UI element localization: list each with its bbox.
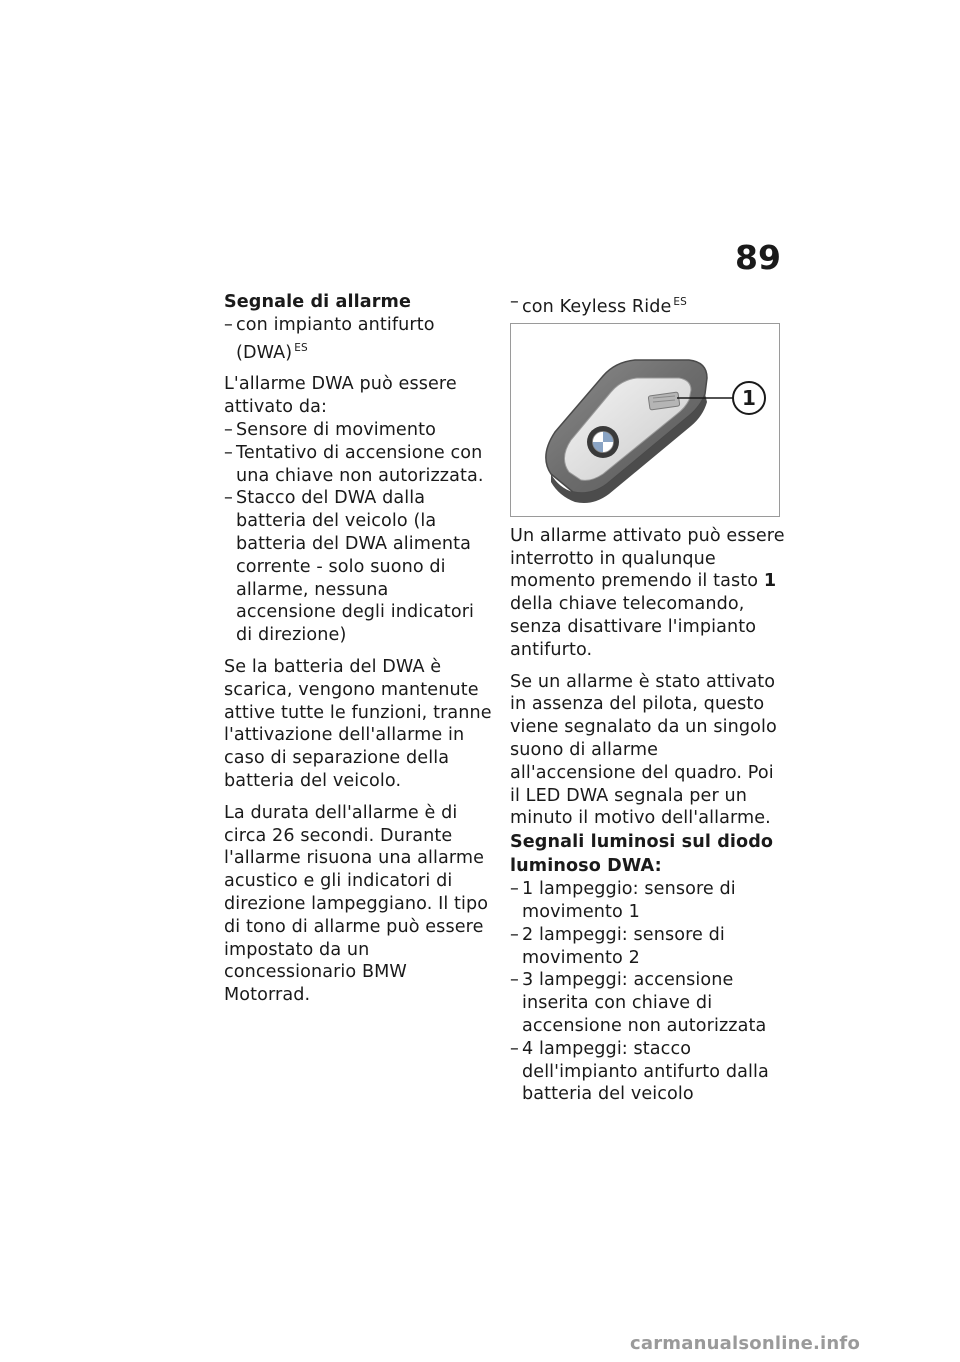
- variant-list-keyless: [510, 291, 785, 319]
- list-item: [510, 924, 785, 970]
- interrupt-key-label: 1: [763, 571, 777, 592]
- dash-icon: –: [510, 970, 519, 991]
- left-column: [224, 291, 492, 1016]
- variant-sup: ES: [294, 341, 308, 354]
- interrupt-text-before: Un allarme attivato può essere interrotto in qualunque momento premendo il tasto: [510, 525, 785, 592]
- led-signal-text: 1 lampeggio: sensore di movimento 1: [522, 879, 736, 922]
- list-item: [224, 314, 492, 365]
- interrupt-text-after: della chiave telecomando, senza disattivare l'impianto antifurto.: [510, 594, 757, 660]
- led-signal-list: [510, 878, 785, 1106]
- callout-label: 1: [741, 385, 757, 410]
- dash-icon: –: [224, 419, 233, 440]
- key-fob-figure: [510, 323, 780, 517]
- page-number: 89: [735, 238, 781, 277]
- variant-label: con Keyless Ride: [522, 297, 672, 317]
- right-column: [510, 291, 785, 1106]
- led-signal-text: 4 lampeggi: stacco dell'impianto antifurto dalla batteria del veicolo: [522, 1038, 769, 1105]
- led-signal-text: 2 lampeggi: sensore di movimento 2: [522, 924, 725, 968]
- list-item: [224, 442, 492, 488]
- dash-icon: –: [510, 1038, 519, 1059]
- variant-list-dwa: [224, 314, 492, 365]
- list-item: [510, 291, 785, 319]
- trigger-text: Tentativo di accensione con una chiave non autorizzata.: [236, 442, 484, 486]
- list-item: [510, 1038, 785, 1106]
- dash-icon: –: [224, 442, 233, 463]
- dash-icon: –: [510, 924, 519, 945]
- dash-icon: –: [510, 292, 519, 312]
- battery-paragraph: Se la batteria del DWA è scarica, vengono mantenute attive tutte le funzioni, tranne l'attivazione dell'allarme in caso di separazione della batteria del veicolo.: [224, 656, 492, 791]
- section-heading-alarm: Segnale di allarme: [224, 292, 411, 312]
- variant-label: con impianto antifurto (DWA): [236, 314, 435, 363]
- trigger-text: Stacco del DWA dalla batteria del veicolo (la batteria del DWA alimenta corrente - solo suono di allarme, nessuna accensione degli indicatori di direzione): [236, 488, 475, 646]
- intro-paragraph: L'allarme DWA può essere attivato da:: [224, 374, 457, 418]
- trigger-text: Sensore di movimento: [236, 419, 436, 440]
- trigger-list: [224, 419, 492, 647]
- dash-icon: –: [510, 879, 519, 900]
- bmw-logo-icon: [587, 426, 619, 458]
- interrupt-paragraph: [510, 525, 785, 662]
- dash-icon: –: [224, 488, 233, 509]
- led-signal-text: 3 lampeggi: accensione inserita con chiave di accensione non autorizzata: [522, 970, 767, 1036]
- dash-icon: –: [224, 314, 233, 335]
- list-item: [510, 969, 785, 1037]
- list-item: [510, 878, 785, 924]
- key-fob-illustration: [511, 324, 779, 516]
- list-item: [224, 419, 492, 442]
- variant-sup: ES: [673, 296, 687, 308]
- duration-paragraph: La durata dell'allarme è di circa 26 secondi. Durante l'allarme risuona una allarme acustico e gli indicatori di direzione lampeggiano. Il tipo di tono di allarme può essere impostato da un concessionario BMW Motorrad.: [224, 802, 489, 1006]
- watermark: carmanualsonline.info: [630, 1333, 861, 1354]
- section-heading-led: Segnali luminosi sul diodo luminoso DWA:: [510, 832, 774, 877]
- absent-paragraph: Se un allarme è stato attivato in assenza del pilota, questo viene segnalato da un singolo suono di allarme all'accensione del quadro. Poi il LED DWA segnala per un minuto il motivo dell'allarme.: [510, 671, 777, 829]
- list-item: [224, 487, 492, 647]
